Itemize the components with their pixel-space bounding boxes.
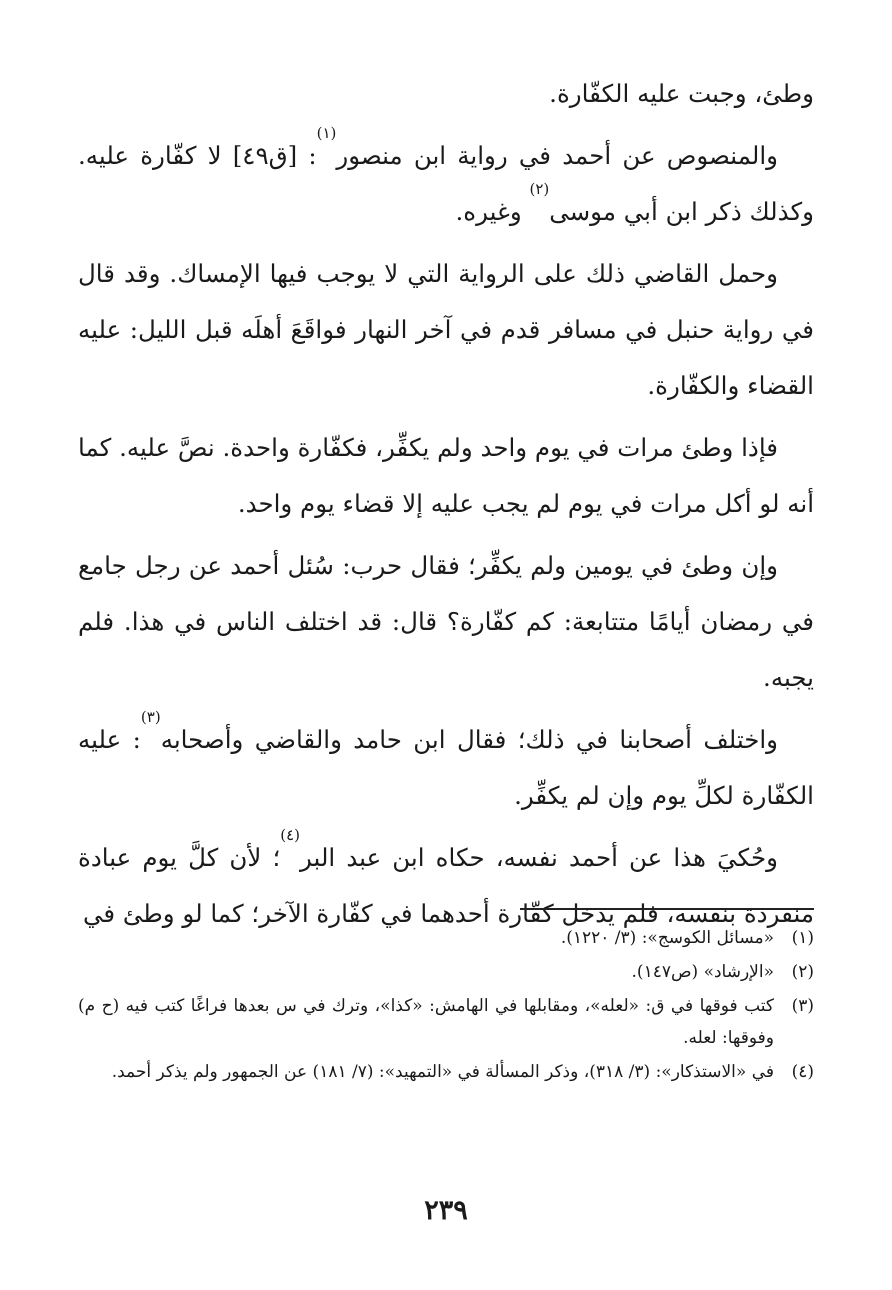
paragraph-5 [78, 708, 814, 824]
paragraph-text: : [ق٤٩] لا كفّارة عليه. وكذلك ذكر ابن أبي موسى [78, 141, 814, 226]
footnote-text: في «الاستذكار»: (٣/ ٣١٨)، وذكر المسألة في «التمهيد»: (٧/ ١٨١) عن الجمهور ولم يذكر أحمد. [111, 1062, 774, 1082]
footnotes [78, 922, 814, 1088]
page-number: ٢٣٩ [424, 1195, 468, 1226]
paragraph-4 [78, 538, 814, 706]
main-text [78, 66, 814, 942]
paragraph-text: وطئ، وجبت عليه الكفّارة. [549, 79, 814, 108]
footnote-ref-2[interactable]: (٢) [529, 180, 550, 198]
paragraph-text: وحمل القاضي ذلك على الرواية التي لا يوجب فيها الإمساك. وقد قال في رواية حنبل في مسافر قدم في آخر النهار فواقَعَ أهلَه قبل الليل: عليه القضاء والكفّارة. [78, 259, 814, 400]
footnote-text: كتب فوقها في ق: «لعله»، ومقابلها في الهامش: «كذا»، وترك في س بعدها فراغًا كتب فيه (ح م) وفوقها: لعله. [78, 996, 774, 1048]
paragraph-text: ؛ لأن كلَّ يوم عبادة منفردة بنفسه، فلم يدخل كفّارة أحدهما في كفّارة الآخر؛ كما لو وطئ في [78, 843, 814, 928]
footnote-2 [78, 956, 814, 988]
footnote-number: (٤) [791, 1062, 814, 1082]
footnote-ref-1[interactable]: (١) [316, 124, 337, 142]
footnote-ref-3[interactable]: (٣) [140, 708, 161, 726]
footnote-number: (٣) [791, 996, 814, 1016]
footnote-text: «الإرشاد» (ص١٤٧). [631, 962, 774, 982]
paragraph-text: وإن وطئ في يومين ولم يكفِّر؛ فقال حرب: سُئل أحمد عن رجل جامع في رمضان أيامًا متتابعة: كم كفّارة؟ قال: قد اختلف الناس في هذا. فلم يجبه. [78, 551, 814, 692]
paragraph-2 [78, 246, 814, 414]
footnote-ref-4[interactable]: (٤) [280, 826, 301, 844]
footnote-3 [78, 990, 814, 1054]
paragraph-text: فإذا وطئ مرات في يوم واحد ولم يكفِّر، فكفّارة واحدة. نصَّ عليه. كما أنه لو أكل مرات في يوم لم يجب عليه إلا قضاء يوم واحد. [77, 433, 814, 518]
paragraph-text: وحُكيَ هذا عن أحمد نفسه، حكاه ابن عبد البر [300, 843, 779, 872]
footnote-text: «مسائل الكوسج»: (٣/ ١٢٢٠). [560, 928, 774, 948]
footnote-number: (١) [791, 928, 814, 948]
paragraph-0 [78, 66, 814, 122]
footnote-1 [78, 922, 814, 954]
footnote-4 [78, 1056, 814, 1088]
footnote-number: (٢) [791, 962, 814, 982]
paragraph-text: : عليه الكفّارة لكلِّ يوم وإن لم يكفِّر. [78, 725, 814, 810]
paragraph-text: وغيره. [455, 197, 530, 226]
paragraph-1 [78, 124, 814, 240]
footnote-separator [520, 908, 814, 910]
paragraph-text: والمنصوص عن أحمد في رواية ابن منصور [336, 141, 778, 170]
paragraph-text: واختلف أصحابنا في ذلك؛ فقال ابن حامد والقاضي وأصحابه [160, 725, 778, 754]
paragraph-3 [78, 420, 814, 532]
